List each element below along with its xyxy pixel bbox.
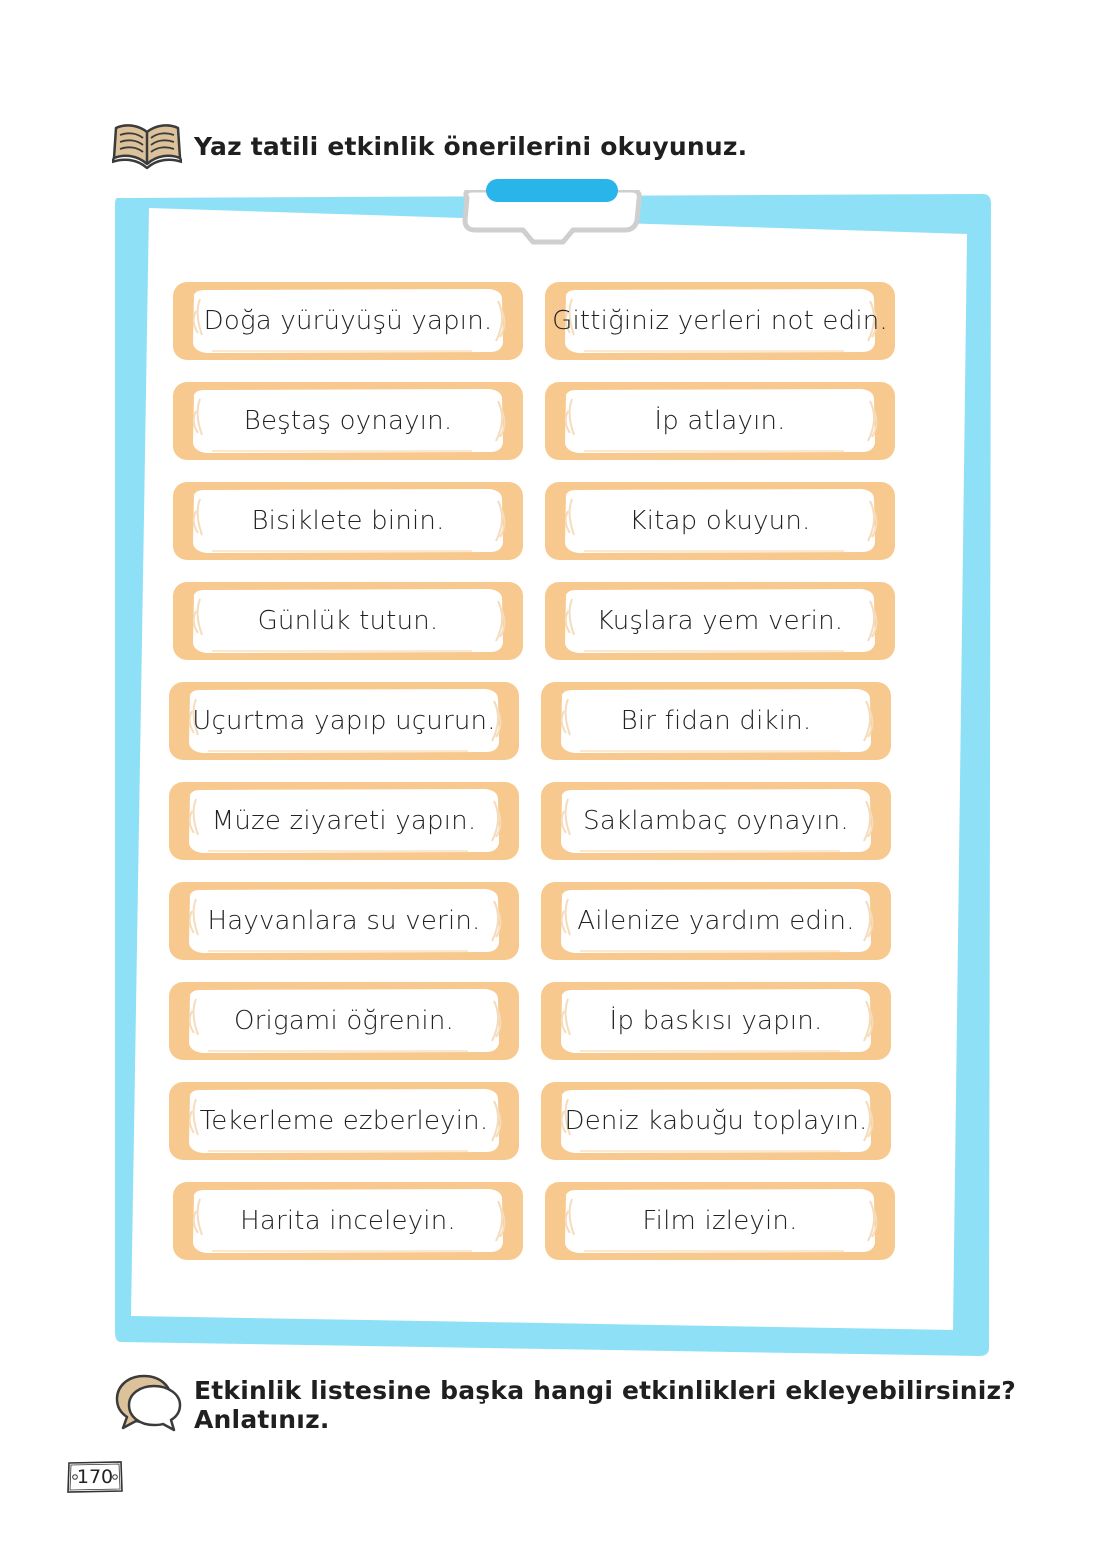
- activity-card-label: Müze ziyareti yapın.: [211, 806, 477, 836]
- activity-card: [544, 481, 896, 561]
- activity-card-label: İp baskısı yapın.: [609, 1006, 823, 1036]
- activity-card-label: Beştaş oynayın.: [243, 406, 453, 436]
- activity-card: [168, 881, 520, 961]
- activity-card-label: Doğa yürüyüşü yapın.: [203, 306, 493, 336]
- activity-card-label: Günlük tutun.: [257, 606, 439, 636]
- activity-card: [540, 781, 892, 861]
- instruction-discuss: [114, 1372, 1106, 1438]
- activity-card-label: Deniz kabuğu toplayın.: [564, 1106, 868, 1136]
- activity-card: [168, 681, 520, 761]
- clip-icon: [113, 178, 992, 238]
- activity-list: [172, 281, 898, 1261]
- activity-card-label: Ailenize yardım edin.: [577, 906, 855, 936]
- activity-card-label: Kitap okuyun.: [629, 506, 811, 536]
- activity-card: [172, 581, 524, 661]
- activity-card: [172, 381, 524, 461]
- open-book-icon: [112, 118, 182, 174]
- page-number-text: 170: [76, 1466, 114, 1488]
- activity-card: [544, 381, 896, 461]
- activity-card: [544, 581, 896, 661]
- activity-card-label: Kuşlara yem verin.: [596, 606, 844, 636]
- activity-card-label: Film izleyin.: [642, 1206, 798, 1236]
- activity-card: [544, 281, 896, 361]
- activity-card: [540, 1081, 892, 1161]
- activity-card: [540, 881, 892, 961]
- speech-bubbles-icon: [114, 1372, 184, 1438]
- activity-card-label: Bisiklete binin.: [251, 506, 445, 536]
- activity-card: [168, 981, 520, 1061]
- activity-card: [172, 1181, 524, 1261]
- instruction-text: Yaz tatili etkinlik önerilerini okuyunuz.: [194, 131, 748, 161]
- activity-card: [172, 281, 524, 361]
- instruction-read: [112, 118, 747, 174]
- activity-card-label: Tekerleme ezberleyin.: [199, 1106, 489, 1136]
- activity-card-label: Gittiğiniz yerleri not edin.: [552, 306, 888, 336]
- activity-card: [544, 1181, 896, 1261]
- activity-card: [172, 481, 524, 561]
- activity-card: [540, 981, 892, 1061]
- activity-card: [168, 781, 520, 861]
- activity-card-label: Origami öğrenin.: [234, 1006, 454, 1036]
- activity-card-label: Hayvanlara su verin.: [207, 906, 481, 936]
- activity-card-label: Bir fidan dikin.: [620, 706, 812, 736]
- activity-card-label: Saklambaç oynayın.: [583, 806, 849, 836]
- activity-card: [540, 681, 892, 761]
- activity-card: [168, 1081, 520, 1161]
- instruction-text: Etkinlik listesine başka hangi etkinlikleri ekleyebilirsiniz? Anlatınız.: [194, 1376, 1016, 1434]
- activity-card-label: Uçurtma yapıp uçurun.: [192, 706, 496, 736]
- activity-card-label: Harita inceleyin.: [240, 1206, 456, 1236]
- page-number: [66, 1460, 124, 1494]
- activity-card-label: İp atlayın.: [654, 406, 786, 436]
